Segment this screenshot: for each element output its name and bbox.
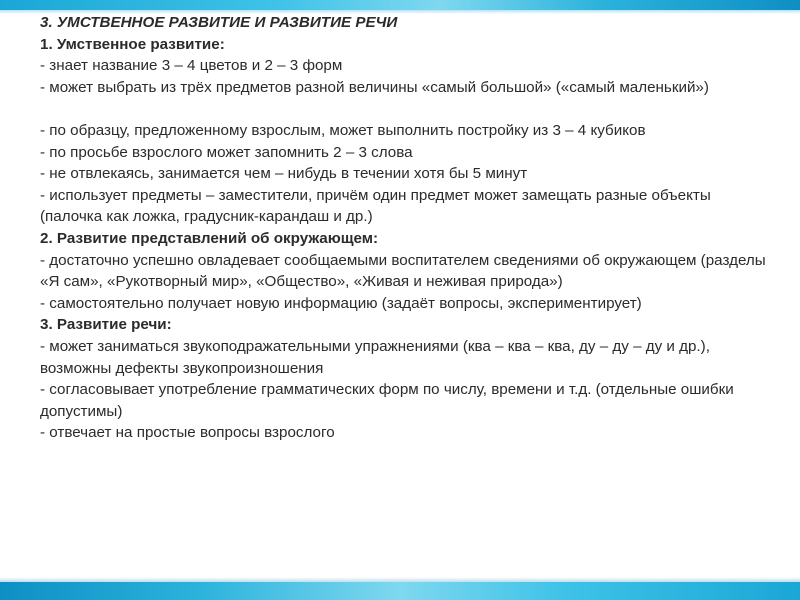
list-item: - может заниматься звукоподражательными упражнениями (ква – ква – ква, ду – ду – ду и др.), возможны дефекты звукопроизношения xyxy=(40,337,710,377)
top-decorative-band xyxy=(0,0,800,10)
slide-content xyxy=(40,12,770,444)
list-item: - знает название 3 – 4 цветов и 2 – 3 форм xyxy=(40,57,343,75)
list-item: - использует предметы – заместители, причём один предмет может замещать разные объекты (палочка как ложка, градусник-карандаш и др.) xyxy=(40,186,711,226)
list-item: - не отвлекаясь, занимается чем – нибудь в течении хотя бы 5 минут xyxy=(40,165,528,183)
list-item: - по образцу, предложенному взрослым, может выполнить постройку из 3 – 4 кубиков xyxy=(40,121,646,139)
blank-line xyxy=(40,98,770,120)
section-heading-speech: 3. Развитие речи: xyxy=(40,316,172,334)
slide-title: 3. УМСТВЕННОЕ РАЗВИТИЕ И РАЗВИТИЕ РЕЧИ xyxy=(40,14,398,31)
section-heading-environment: 2. Развитие представлений об окружающем: xyxy=(40,229,379,247)
bottom-decorative-band xyxy=(0,582,800,600)
list-item: - согласовывает употребление грамматических форм по числу, времени и т.д. (отдельные ошибки допустимы) xyxy=(40,381,734,420)
list-item: - может выбрать из трёх предметов разной величины «самый большой» («самый маленький») xyxy=(40,78,709,96)
list-item: - достаточно успешно овладевает сообщаемыми воспитателем сведениями об окружающем (разделы «Я сам», «Рукотворный мир», «Общество», «Живая и неживая природа») xyxy=(40,251,766,291)
list-item: - отвечает на простые вопросы взрослого xyxy=(40,424,335,442)
section-heading-mental: 1. Умственное развитие: xyxy=(40,35,225,53)
list-item: - по просьбе взрослого может запомнить 2 – 3 слова xyxy=(40,143,413,161)
list-item: - самостоятельно получает новую информацию (задаёт вопросы, экспериментирует) xyxy=(40,294,642,312)
